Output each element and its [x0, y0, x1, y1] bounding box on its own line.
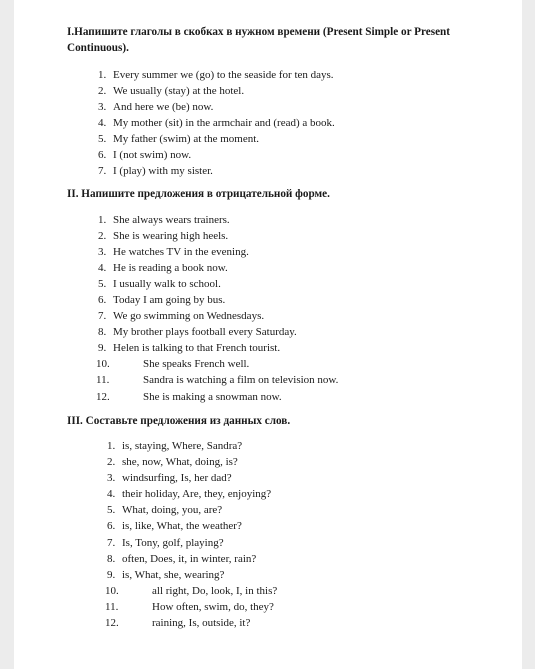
item-number: 7.: [98, 310, 107, 323]
item-text: Is, Tony, golf, playing?: [122, 536, 224, 549]
item-number: 1.: [98, 213, 107, 226]
item-text: Every summer we (go) to the seaside for ten days.: [113, 68, 334, 81]
item-number: 9.: [98, 342, 107, 355]
section-2-title: II. Напишите предложения в отрицательной форме.: [67, 188, 330, 200]
item-text: is, What, she, wearing?: [122, 568, 225, 581]
item-text: raining, Is, outside, it?: [152, 617, 251, 630]
section-3-title: III. Составьте предложения из данных слов.: [67, 415, 291, 427]
item-text: He watches TV in the evening.: [113, 245, 249, 258]
item-number: 8.: [98, 326, 107, 339]
item-number: 7.: [107, 536, 116, 549]
item-text: all right, Do, look, I, in this?: [152, 584, 278, 597]
item-text: Today I am going by bus.: [113, 293, 226, 306]
item-text: is, like, What, the weather?: [122, 520, 242, 533]
item-number: 3.: [107, 472, 116, 485]
item-text: I (not swim) now.: [113, 148, 192, 161]
item-text: she, now, What, doing, is?: [122, 456, 238, 469]
item-number: 4.: [107, 488, 116, 501]
item-number: 10.: [96, 358, 110, 371]
item-number: 2.: [98, 229, 107, 242]
item-number: 6.: [98, 293, 107, 306]
item-number: 3.: [98, 100, 107, 113]
item-number: 1.: [98, 68, 107, 81]
item-text: Helen is talking to that French tourist.: [113, 342, 281, 355]
item-number: 4.: [98, 261, 107, 274]
item-number: 4.: [98, 116, 107, 129]
item-number: 11.: [96, 374, 110, 387]
item-text: My father (swim) at the moment.: [113, 132, 260, 145]
item-number: 5.: [98, 132, 107, 145]
item-text: He is reading a book now.: [113, 261, 228, 274]
item-number: 9.: [107, 568, 116, 581]
item-text: My brother plays football every Saturday.: [113, 326, 297, 339]
section-1-title: I.Напишите глаголы в скобках в нужном времени (Present Simple or Present Continuous).: [67, 26, 450, 54]
item-number: 2.: [98, 84, 107, 97]
item-number: 11.: [105, 600, 119, 613]
item-number: 6.: [98, 148, 107, 161]
item-text: windsurfing, Is, her dad?: [122, 472, 232, 485]
item-number: 5.: [107, 504, 116, 517]
item-text: She is making a snowman now.: [143, 390, 282, 403]
item-text: I usually walk to school.: [113, 277, 221, 290]
item-text: What, doing, you, are?: [122, 504, 223, 517]
item-text: We go swimming on Wednesdays.: [113, 310, 265, 323]
item-number: 10.: [105, 584, 119, 597]
item-text: I (play) with my sister.: [113, 165, 213, 178]
item-number: 3.: [98, 245, 107, 258]
item-text: is, staying, Where, Sandra?: [122, 440, 243, 452]
item-text: My mother (sit) in the armchair and (read) a book.: [113, 116, 335, 129]
item-text: She speaks French well.: [143, 358, 250, 371]
item-text: their holiday, Are, they, enjoying?: [122, 488, 272, 501]
item-number: 12.: [96, 390, 110, 403]
item-text: How often, swim, do, they?: [152, 600, 274, 613]
item-number: 12.: [105, 617, 119, 630]
item-number: 5.: [98, 277, 107, 290]
item-number: 6.: [107, 520, 116, 533]
item-text: She is wearing high heels.: [113, 229, 229, 242]
item-text: We usually (stay) at the hotel.: [113, 84, 245, 97]
item-number: 2.: [107, 456, 116, 469]
item-number: 1.: [107, 440, 116, 452]
item-text: Sandra is watching a film on television now.: [143, 374, 339, 387]
item-number: 7.: [98, 165, 107, 178]
item-number: 8.: [107, 552, 116, 565]
item-text: She always wears trainers.: [113, 213, 230, 226]
item-text: And here we (be) now.: [113, 100, 214, 113]
item-text: often, Does, it, in winter, rain?: [122, 552, 257, 565]
